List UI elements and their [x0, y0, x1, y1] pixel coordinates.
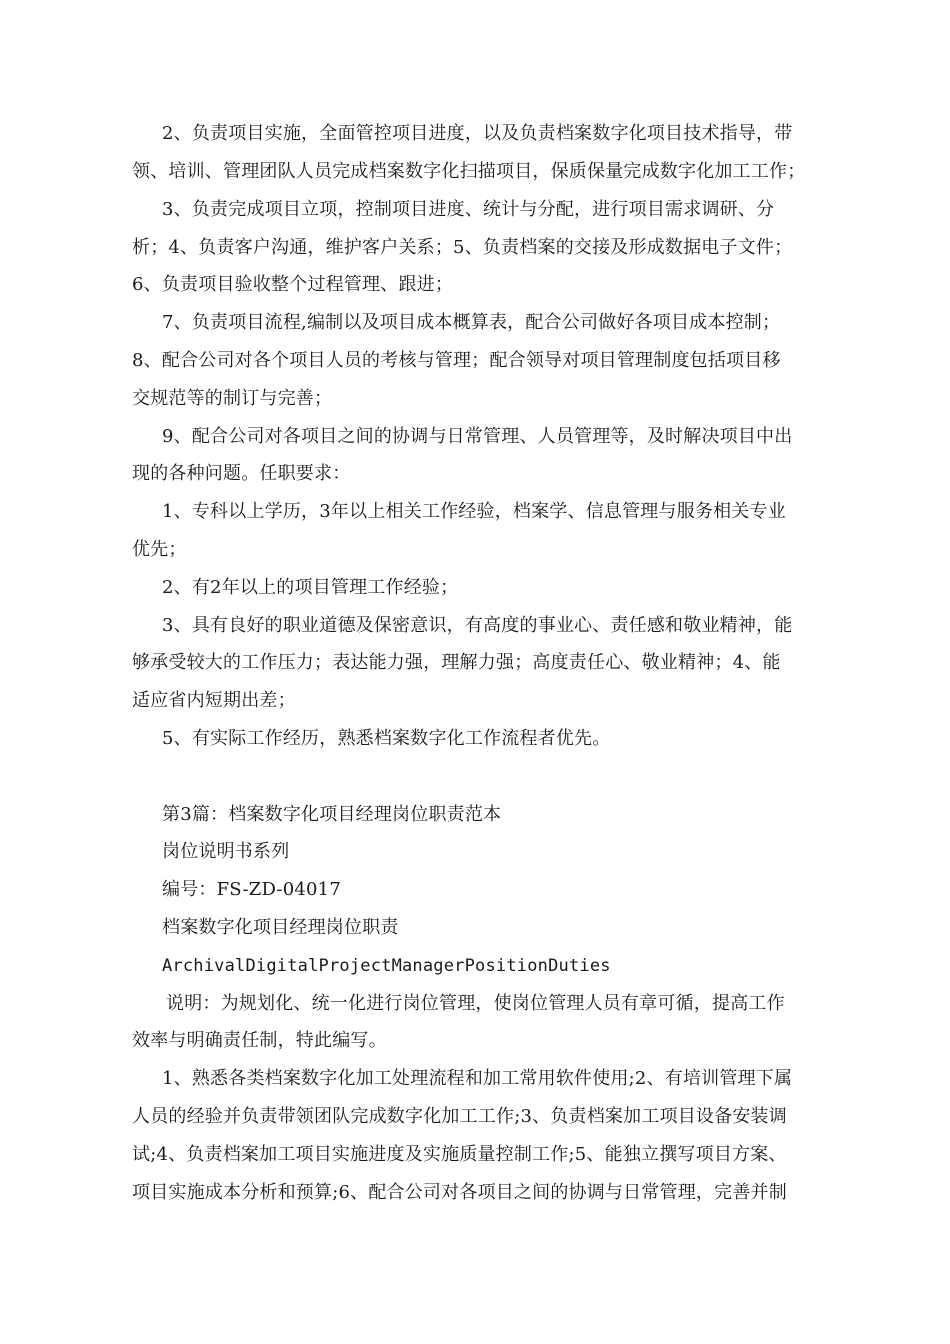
paragraph-line: 3、负责完成项目立项，控制项目进度、统计与分配，进行项目需求调研、分	[162, 199, 775, 220]
paragraph-line: 说明：为规划化、统一化进行岗位管理，使岗位管理人员有章可循，提高工作	[166, 993, 785, 1014]
paragraph-line: 2、有2年以上的项目管理工作经验；	[162, 577, 459, 598]
paragraph-line: 3、具有良好的职业道德及保密意识，有高度的事业心、责任感和敬业精神，能	[162, 615, 793, 636]
title-chinese: 档案数字化项目经理岗位职责	[162, 917, 399, 938]
paragraph-line: 适应省内短期出差；	[132, 690, 296, 711]
paragraph-line: 效率与明确责任制，特此编写。	[132, 1030, 387, 1051]
paragraph-line: 优先；	[132, 539, 187, 560]
paragraph-line: 现的各种问题。任职要求：	[132, 463, 351, 484]
paragraph-line: 6、负责项目验收整个过程管理、跟进；	[132, 274, 454, 295]
paragraph-line: 1、专科以上学历，3年以上相关工作经验，档案学、信息管理与服务相关专业	[162, 501, 786, 522]
paragraph-line: 8、配合公司对各个项目人员的考核与管理；配合领导对项目管理制度包括项目移	[132, 350, 781, 371]
paragraph-line: 试;4、负责档案加工项目实施进度及实施质量控制工作;5、能独立撰写项目方案、	[132, 1144, 787, 1165]
paragraph-line: 析；4、负责客户沟通，维护客户关系；5、负责档案的交接及形成数据电子文件；	[132, 237, 793, 258]
paragraph-line: 1、熟悉各类档案数字化加工处理流程和加工常用软件使用;2、有培训管理下属	[162, 1068, 793, 1089]
section-heading: 第3篇：档案数字化项目经理岗位职责范本	[162, 804, 502, 825]
paragraph-line: 9、配合公司对各项目之间的协调与日常管理、人员管理等，及时解决项目中出	[162, 426, 793, 447]
paragraph-line: 交规范等的制订与完善；	[132, 388, 333, 409]
paragraph-line: 领、培训、管理团队人员完成档案数字化扫描项目，保质保量完成数字化加工工作；	[132, 161, 806, 182]
paragraph-line: 7、负责项目流程,编制以及项目成本概算表，配合公司做好各项目成本控制；	[162, 312, 781, 333]
series-label: 岗位说明书系列	[162, 841, 290, 862]
paragraph-line: 项目实施成本分析和预算;6、配合公司对各项目之间的协调与日常管理，完善并制	[132, 1182, 787, 1203]
title-english: ArchivalDigitalProjectManagerPositionDuties	[162, 956, 611, 976]
paragraph-line: 2、负责项目实施，全面管控项目进度，以及负责档案数字化项目技术指导，带	[162, 123, 793, 144]
paragraph-line: 5、有实际工作经历，熟悉档案数字化工作流程者优先。	[162, 728, 611, 749]
paragraph-line: 人员的经验并负责带领团队完成数字化加工工作;3、负责档案加工项目设备安装调	[132, 1106, 787, 1127]
document-code: 编号：FS-ZD-04017	[162, 879, 341, 900]
paragraph-line: 够承受较大的工作压力；表达能力强，理解力强；高度责任心、敬业精神；4、能	[132, 652, 781, 673]
